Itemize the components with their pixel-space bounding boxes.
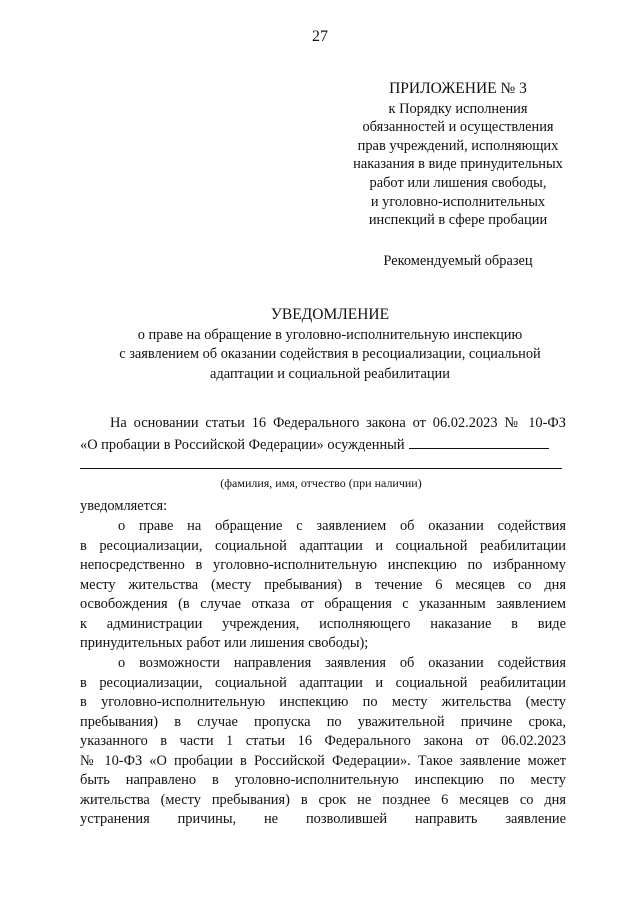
paragraph-line: пребывания) в случае пропуска по уважительной причине срока, (80, 713, 566, 730)
paragraph-line: непосредственно в уголовно-исполнительную инспекцию по избранному (80, 557, 566, 573)
paragraph-line: в уголовно-исполнительную инспекцию по месту жительства (месту (80, 694, 566, 710)
paragraph-line: в ресоциализации, социальной адаптации и социальной реабилитации (80, 674, 566, 691)
convict-name-blank (409, 434, 549, 449)
paragraph-line: о праве на обращение с заявлением об оказании содействия (118, 518, 566, 534)
convict-name-line (80, 468, 562, 469)
appendix-header (330, 80, 586, 270)
legal-basis-line: На основании статьи 16 Федерального закона от 06.02.2023 № 10-ФЗ (110, 415, 566, 431)
appendix-line: к Порядку исполнения (388, 100, 528, 117)
legal-basis-line-with-blank (80, 434, 566, 456)
appendix-line: наказания в виде принудительных (353, 156, 563, 173)
paragraph-line: в ресоциализации, социальной адаптации и социальной реабилитации (80, 537, 566, 554)
appendix-line: и уголовно-исполнительных (370, 193, 546, 210)
appendix-line: инспекций в сфере пробации (368, 212, 548, 229)
appendix-title: ПРИЛОЖЕНИЕ № 3 (389, 80, 527, 97)
notice-subtitle-line: адаптации и социальной реабилитации (210, 365, 450, 382)
legal-basis-text: «О пробации в Российской Федерации» осужденный (80, 436, 405, 453)
paragraph-line: освобождения (в случае отказа от обращения с указанным заявлением (80, 596, 566, 612)
name-field-hint: (фамилия, имя, отчество (при наличии) (220, 476, 422, 490)
paragraph-line: месту жительства (месту пребывания) в течение 6 месяцев со дня (80, 576, 566, 593)
paragraph-line: жительства (месту пребывания) в срок не позднее 6 месяцев со дня (80, 791, 566, 808)
paragraph-line: принудительных работ или лишения свободы); (80, 635, 369, 651)
paragraph-possibility-to-send (80, 654, 566, 830)
appendix-line: работ или лишения свободы, (369, 174, 547, 191)
page-number: 27 (312, 28, 328, 45)
notified-label: уведомляется: (80, 498, 168, 514)
appendix-line: прав учреждений, исполняющих (357, 137, 559, 154)
notice-subtitle-line: о праве на обращение в уголовно-исполнительную инспекцию (137, 326, 523, 343)
notice-title: УВЕДОМЛЕНИЕ (270, 306, 390, 323)
legal-basis (80, 414, 566, 455)
sample-label: Рекомендуемый образец (383, 252, 533, 269)
notice-subtitle-line: с заявлением об оказании содействия в ресоциализации, социальной (119, 346, 541, 362)
appendix-line: обязанностей и осуществления (362, 119, 554, 136)
paragraph-right-to-apply (80, 517, 566, 654)
paragraph-line: указанного в части 1 статьи 16 Федерального закона от 06.02.2023 (80, 733, 566, 749)
notice-heading (70, 305, 590, 384)
paragraph-line: к администрации учреждения, исполняющего наказание в виде (80, 615, 566, 632)
paragraph-line: № 10-ФЗ «О пробации в Российской Федерации». Такое заявление может (80, 752, 566, 769)
paragraph-line: устранения причины, не позволившей направить заявление (80, 811, 566, 827)
paragraph-line: быть направлено в уголовно-исполнительную инспекцию по месту (80, 772, 566, 788)
paragraph-line: о возможности направления заявления об оказании содействия (118, 655, 566, 671)
